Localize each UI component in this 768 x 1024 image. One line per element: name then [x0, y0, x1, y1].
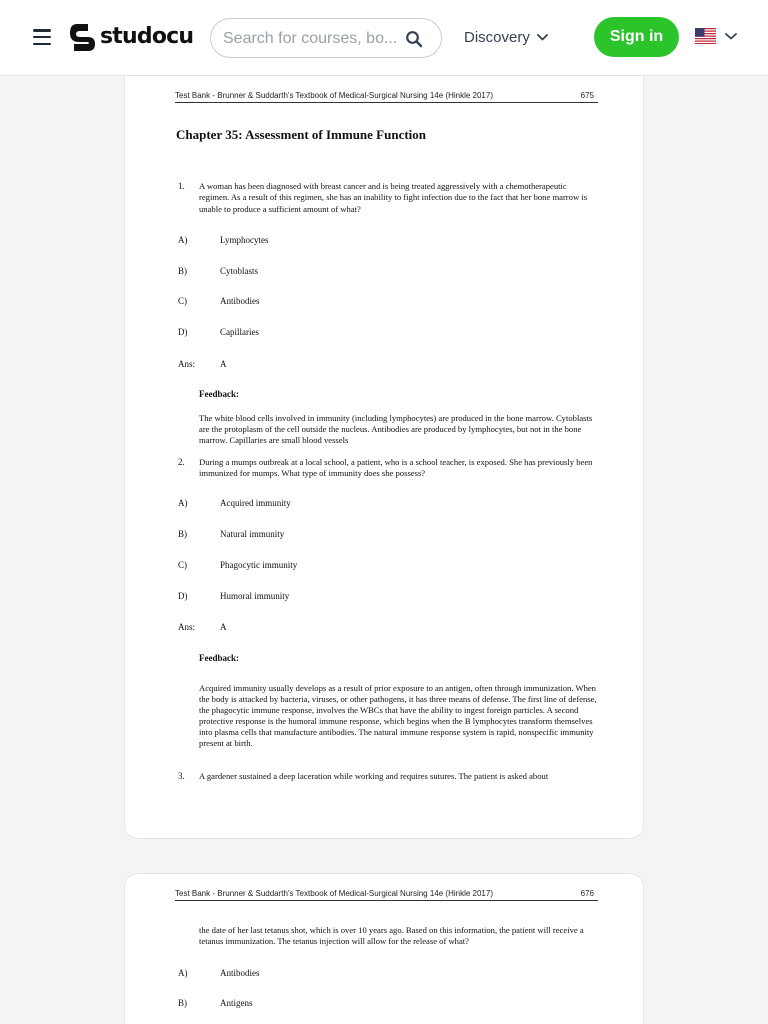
menu-icon[interactable] — [33, 29, 51, 45]
chapter-title: Chapter 35: Assessment of Immune Function — [176, 127, 427, 142]
feedback-label: Feedback: — [199, 653, 239, 663]
discovery-menu[interactable] — [464, 27, 548, 47]
document-page — [124, 873, 644, 1024]
question-text: During a mumps outbreak at a local school, a patient, who is a school teacher, is exposed. She has previously been immunized for mumps. What type of immunity does she possess? — [199, 457, 593, 479]
discovery-label: Discovery — [464, 28, 530, 46]
language-selector[interactable] — [695, 28, 737, 44]
question-number: 3. — [178, 771, 185, 781]
studocu-logo-icon — [68, 21, 98, 53]
option-letter: B) — [178, 529, 187, 539]
feedback-text: The white blood cells involved in immunity (including lymphocytes) are produced in the bone marrow. Cytoblasts are the protoplasm of the cell outside the nucleus. Antibodies are produced by lymphocytes, but not in the bone marrow. Capillaries are small blood vessels — [199, 413, 593, 446]
question-text: the date of her last tetanus shot, which is over 10 years ago. Based on this information, the patient will receive a tetanus immunization. The tetanus injection will allow for the release of what? — [199, 925, 584, 947]
option-text: Natural immunity — [220, 529, 285, 539]
option-text: Phagocytic immunity — [220, 560, 298, 570]
option-text: Cytoblasts — [220, 266, 259, 276]
search-icon[interactable] — [405, 30, 423, 48]
running-header — [175, 91, 598, 103]
option-letter: D) — [178, 327, 188, 337]
option-letter: A) — [178, 235, 188, 245]
option-text: Lymphocytes — [220, 235, 269, 245]
answer-value: A — [220, 359, 227, 369]
option-text: Antigens — [220, 998, 253, 1008]
option-letter: C) — [178, 296, 187, 306]
document-page — [124, 76, 644, 839]
option-letter: C) — [178, 560, 187, 570]
option-letter: A) — [178, 498, 188, 508]
chevron-down-icon — [725, 33, 737, 40]
running-header-title: Test Bank - Brunner & Suddarth's Textbook of Medical-Surgical Nursing 14e (Hinkle 2017) — [175, 91, 493, 100]
option-text: Acquired immunity — [220, 498, 291, 508]
running-header — [175, 889, 598, 901]
logo-wordmark: studocu — [100, 23, 194, 49]
answer-value: A — [220, 622, 227, 632]
option-text: Antibodies — [220, 968, 260, 978]
us-flag-icon — [695, 28, 716, 44]
question-text: A gardener sustained a deep laceration while working and requires sutures. The patient is asked about — [199, 771, 549, 781]
question-number: 2. — [178, 457, 185, 467]
page-number: 675 — [580, 91, 594, 100]
sign-in-button[interactable]: Sign in — [594, 17, 679, 57]
option-letter: B) — [178, 998, 187, 1008]
top-navigation-bar — [0, 0, 768, 76]
page-number: 676 — [580, 889, 594, 898]
option-letter: D) — [178, 591, 188, 601]
chevron-down-icon — [537, 34, 548, 41]
option-text: Capillaries — [220, 327, 259, 337]
search-input[interactable] — [223, 28, 401, 50]
answer-label: Ans: — [178, 622, 196, 632]
studocu-logo[interactable] — [68, 21, 193, 53]
feedback-text: Acquired immunity usually develops as a result of prior exposure to an antigen, often through immunization. When the body is attacked by bacteria, viruses, or other pathogens, it has three means of defense. The first line of defense, the phagocytic immune response, involves the WBCs that have the ability to ingest foreign particles. A second protective response is the humoral immune response, which begins when the B lymphocytes transform themselves into plasma cells that manufacture antibodies. The natural immune response system is rapid, nonspecific immunity present at birth. — [199, 683, 597, 749]
answer-label: Ans: — [178, 359, 196, 369]
option-letter: A) — [178, 968, 188, 978]
option-text: Antibodies — [220, 296, 260, 306]
feedback-label: Feedback: — [199, 389, 239, 399]
question-text: A woman has been diagnosed with breast cancer and is being treated aggressively with a chemotherapeutic regimen. As a result of this regimen, she has an inability to fight infection due to the fact that her bone marrow is unable to produce a sufficient amount of what? — [199, 181, 588, 214]
option-letter: B) — [178, 266, 187, 276]
question-number: 1. — [178, 181, 185, 191]
search-box[interactable] — [210, 18, 442, 58]
running-header-title: Test Bank - Brunner & Suddarth's Textbook of Medical-Surgical Nursing 14e (Hinkle 2017) — [175, 889, 493, 898]
option-text: Humoral immunity — [220, 591, 290, 601]
